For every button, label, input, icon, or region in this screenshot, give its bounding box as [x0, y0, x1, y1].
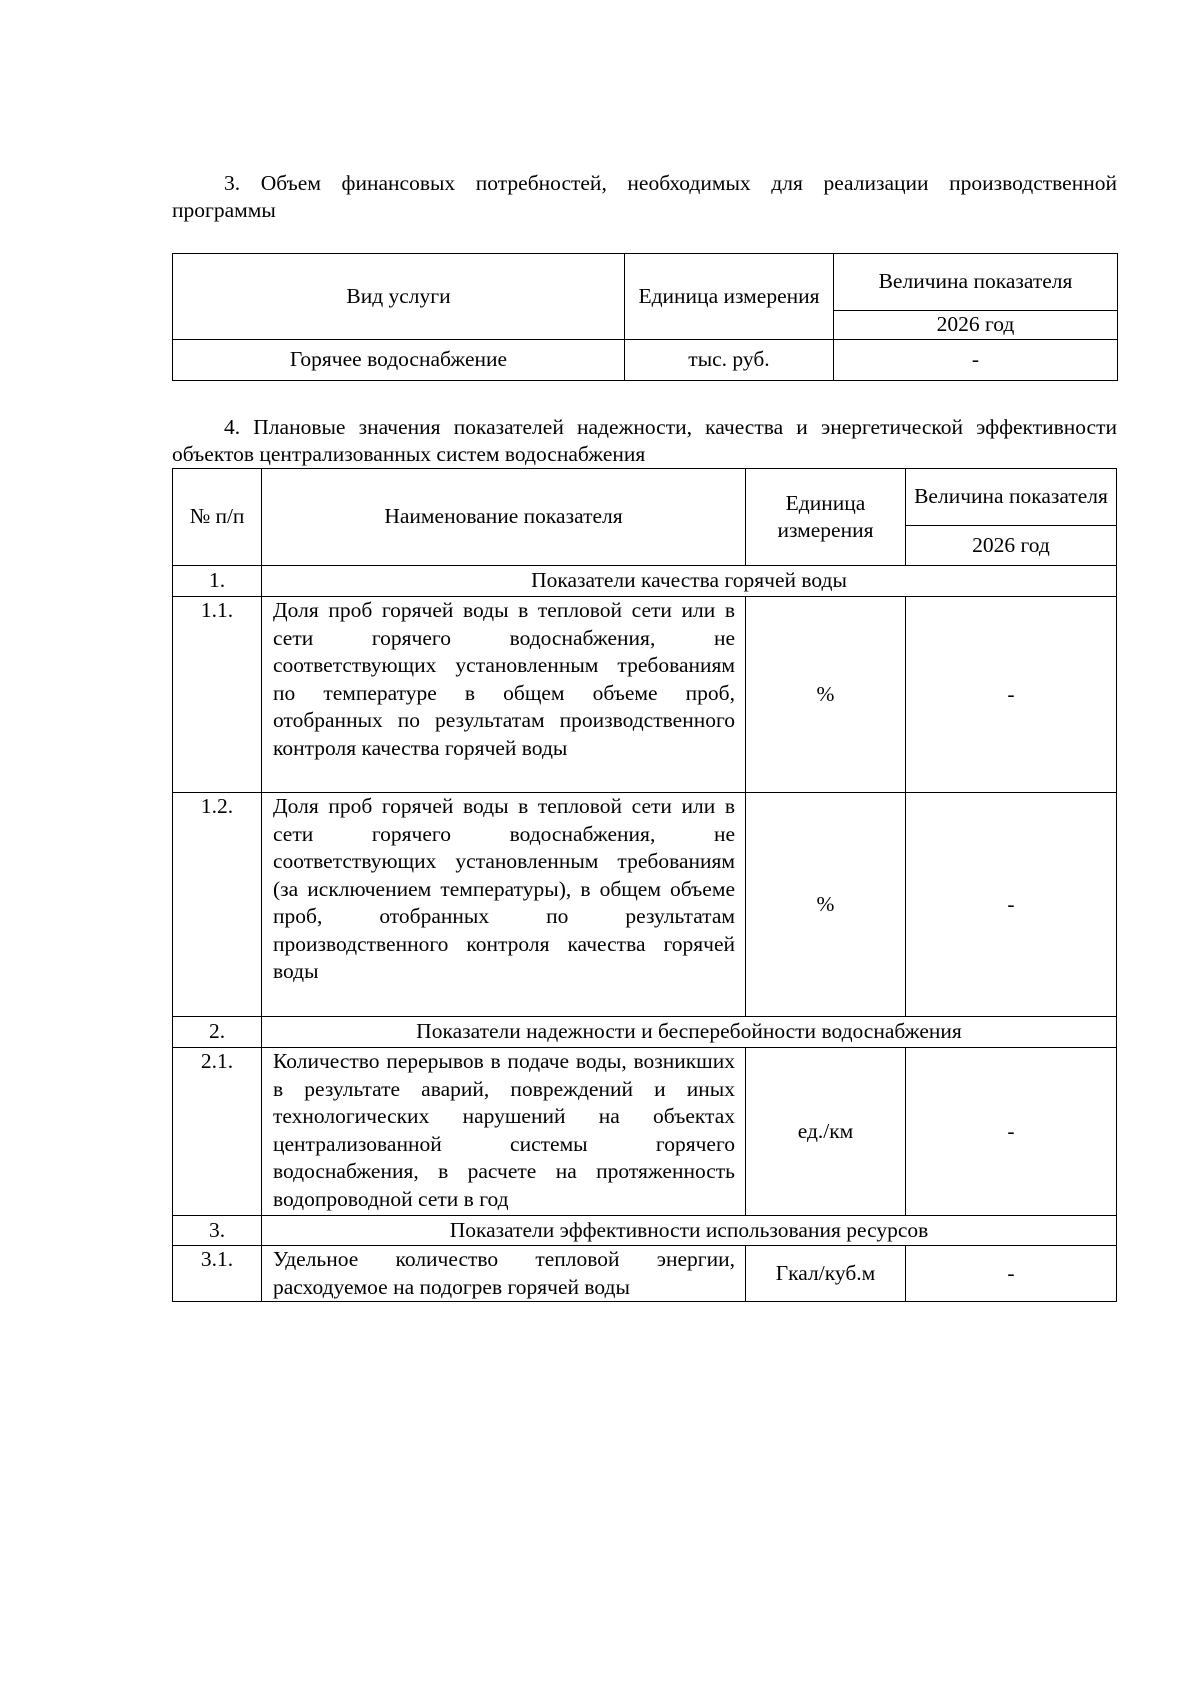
header-service-type: Вид услуги — [173, 254, 625, 340]
group-number: 1. — [173, 566, 262, 597]
table-row — [173, 597, 1117, 793]
header-value: Величина показателя — [906, 469, 1117, 526]
table-row — [173, 793, 1117, 1017]
header-row-number: № п/п — [173, 469, 262, 566]
financial-needs-table — [172, 253, 1118, 381]
row-number: 1.1. — [173, 597, 262, 793]
service-name-cell: Горячее водоснабжение — [173, 339, 625, 380]
group-number: 3. — [173, 1216, 262, 1246]
value-cell: - — [906, 793, 1117, 1017]
row-number: 3.1. — [173, 1246, 262, 1302]
group-number: 2. — [173, 1017, 262, 1048]
row-number: 2.1. — [173, 1048, 262, 1216]
unit-cell: ед./км — [746, 1048, 906, 1216]
group-row — [173, 1216, 1117, 1246]
header-indicator-name: Наименование показателя — [262, 469, 746, 566]
indicator-name: Доля проб горячей воды в тепловой сети или в сети горячего водоснабжения, не соответствующих установленным требованиям по температуре в общем объеме проб, отобранных по результатам производственного контроля качества горячей воды — [262, 597, 746, 793]
unit-cell: Гкал/куб.м — [746, 1246, 906, 1302]
indicators-table — [172, 468, 1117, 1302]
section-4-heading: 4. Плановые значения показателей надежности, качества и энергетической эффективности объектов централизованных систем водоснабжения — [172, 415, 1117, 466]
header-year: 2026 год — [834, 311, 1118, 340]
group-row — [173, 566, 1117, 597]
value-cell: - — [834, 339, 1118, 380]
indicator-name: Количество перерывов в подаче воды, возникших в результате аварий, повреждений и иных технологических нарушений на объектах централизованной системы горячего водоснабжения, в расчете на протяженность водопроводной сети в год — [262, 1048, 746, 1216]
group-title: Показатели эффективности использования ресурсов — [262, 1216, 1117, 1246]
group-row — [173, 1017, 1117, 1048]
value-cell: - — [906, 1048, 1117, 1216]
unit-cell: % — [746, 793, 906, 1017]
table-row — [173, 1246, 1117, 1302]
group-title: Показатели качества горячей воды — [262, 566, 1117, 597]
indicator-name: Удельное количество тепловой энергии, расходуемое на подогрев горячей воды — [262, 1246, 746, 1302]
value-cell: - — [906, 1246, 1117, 1302]
indicator-name: Доля проб горячей воды в тепловой сети или в сети горячего водоснабжения, не соответствующих установленным требованиям (за исключением температуры), в общем объеме проб, отобранных по результатам производственного контроля качества горячей воды — [262, 793, 746, 1017]
header-value: Величина показателя — [834, 254, 1118, 311]
value-cell: - — [906, 597, 1117, 793]
table-row — [173, 1048, 1117, 1216]
section-3-heading: 3. Объем финансовых потребностей, необходимых для реализации производственной программы — [172, 171, 1117, 222]
header-year: 2026 год — [906, 526, 1117, 566]
header-unit: Единица измерения — [625, 254, 834, 340]
unit-cell: % — [746, 597, 906, 793]
unit-cell: тыс. руб. — [625, 339, 834, 380]
table-row — [173, 339, 1118, 380]
group-title: Показатели надежности и бесперебойности водоснабжения — [262, 1017, 1117, 1048]
header-unit: Единица измерения — [746, 469, 906, 566]
row-number: 1.2. — [173, 793, 262, 1017]
